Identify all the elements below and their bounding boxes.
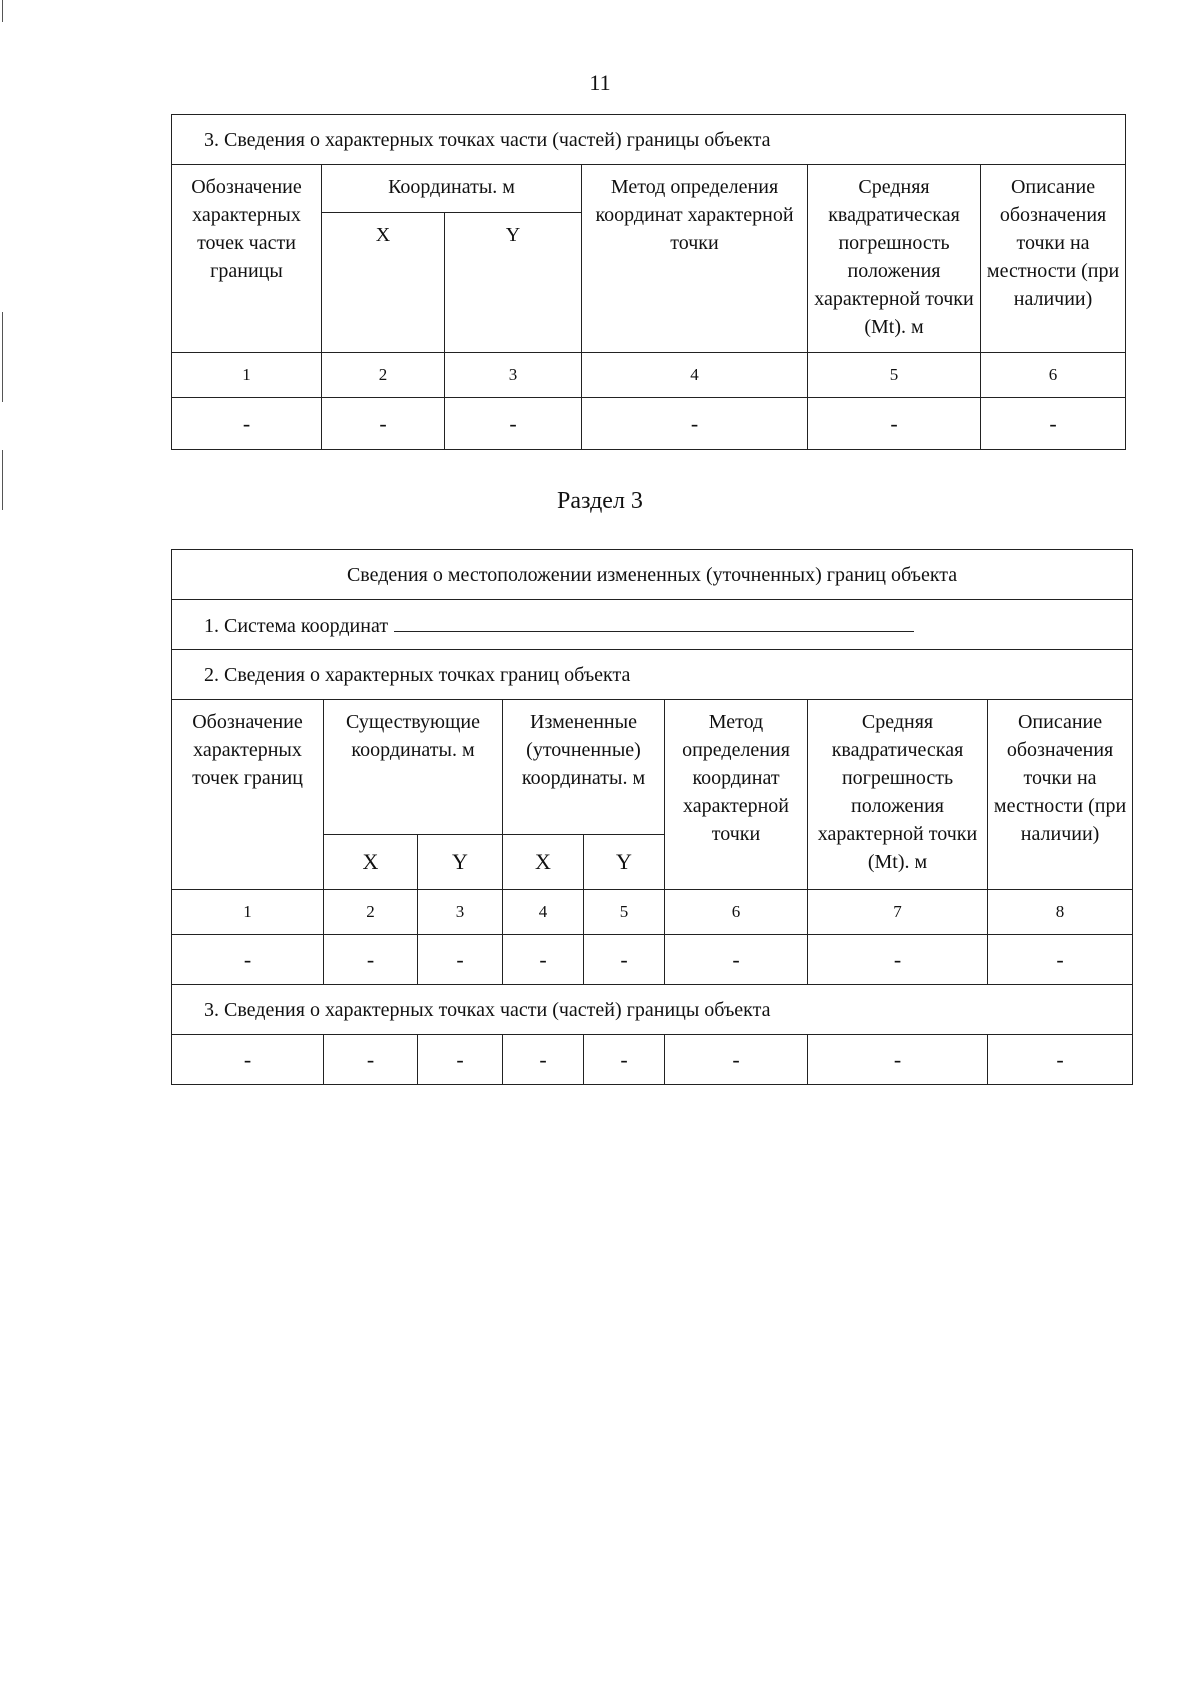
header-y-existing: Y	[418, 835, 503, 890]
scan-margin-mark	[2, 450, 3, 510]
table-cell: -	[808, 398, 981, 450]
table-cell: -	[584, 1035, 665, 1085]
column-number: 1	[172, 890, 324, 935]
header-coordinates: Координаты. м	[322, 165, 582, 213]
table-cell: -	[322, 398, 445, 450]
scan-margin-mark	[2, 312, 3, 402]
changed-boundaries-table	[171, 549, 1133, 1085]
header-error: Средняя квадратическая погрешность положения характерной точки (Mt). м	[808, 165, 981, 353]
page-number: 11	[589, 70, 611, 95]
scan-margin-mark	[2, 0, 3, 22]
table-cell: -	[808, 935, 988, 985]
header-y-changed: Y	[584, 835, 665, 890]
table-title: 3. Сведения о характерных точках части (частей) границы объекта	[172, 115, 1126, 165]
column-number: 5	[584, 890, 665, 935]
column-number: 4	[582, 353, 808, 398]
coordinate-system-row	[172, 600, 1133, 650]
header-changed-coordinates: Измененные (уточненные) координаты. м	[503, 700, 665, 835]
table-cell: -	[418, 935, 503, 985]
column-number: 4	[503, 890, 584, 935]
table-cell: -	[981, 398, 1126, 450]
column-number: 3	[445, 353, 582, 398]
column-number: 1	[172, 353, 322, 398]
header-description: Описание обозначения точки на местности (при наличии)	[981, 165, 1126, 353]
table-cell: -	[418, 1035, 503, 1085]
column-number: 3	[418, 890, 503, 935]
column-number: 2	[322, 353, 445, 398]
header-method: Метод определения координат характерной точки	[665, 700, 808, 890]
table-cell: -	[445, 398, 582, 450]
header-x-existing: X	[324, 835, 418, 890]
table-cell: -	[503, 1035, 584, 1085]
table-cell: -	[172, 398, 322, 450]
header-description: Описание обозначения точки на местности (при наличии)	[988, 700, 1133, 890]
table-cell: -	[808, 1035, 988, 1085]
section-heading: Раздел 3	[557, 488, 643, 514]
parts-points-table	[171, 114, 1126, 450]
column-numbers-row	[172, 890, 1133, 935]
header-x: X	[322, 213, 445, 353]
table-title: Сведения о местоположении измененных (уточненных) границ объекта	[172, 550, 1133, 600]
table-cell: -	[988, 1035, 1133, 1085]
column-number: 8	[988, 890, 1133, 935]
column-number: 6	[665, 890, 808, 935]
column-numbers-row	[172, 353, 1126, 398]
header-error: Средняя квадратическая погрешность положения характерной точки (Mt). м	[808, 700, 988, 890]
parts-title: 3. Сведения о характерных точках части (частей) границы объекта	[172, 985, 1133, 1035]
table-row	[172, 398, 1126, 450]
table-cell: -	[665, 935, 808, 985]
table-cell: -	[665, 1035, 808, 1085]
coordinate-system-field[interactable]	[394, 609, 914, 632]
table-cell: -	[172, 1035, 324, 1085]
table-cell: -	[172, 935, 324, 985]
table-cell: -	[503, 935, 584, 985]
header-x-changed: X	[503, 835, 584, 890]
table-cell: -	[324, 1035, 418, 1085]
header-existing-coordinates: Существующие координаты. м	[324, 700, 503, 835]
coordinate-system-label: 1. Система координат	[204, 615, 389, 637]
table-cell: -	[324, 935, 418, 985]
table-cell: -	[582, 398, 808, 450]
header-designation: Обозначение характерных точек границ	[172, 700, 324, 890]
points-title: 2. Сведения о характерных точках границ объекта	[172, 650, 1133, 700]
column-number: 2	[324, 890, 418, 935]
table-row	[172, 1035, 1133, 1085]
table-row	[172, 935, 1133, 985]
table-cell: -	[988, 935, 1133, 985]
table-cell: -	[584, 935, 665, 985]
column-number: 7	[808, 890, 988, 935]
header-y: Y	[445, 213, 582, 353]
column-number: 5	[808, 353, 981, 398]
header-designation: Обозначение характерных точек части границы	[172, 165, 322, 353]
header-method: Метод определения координат характерной точки	[582, 165, 808, 353]
column-number: 6	[981, 353, 1126, 398]
